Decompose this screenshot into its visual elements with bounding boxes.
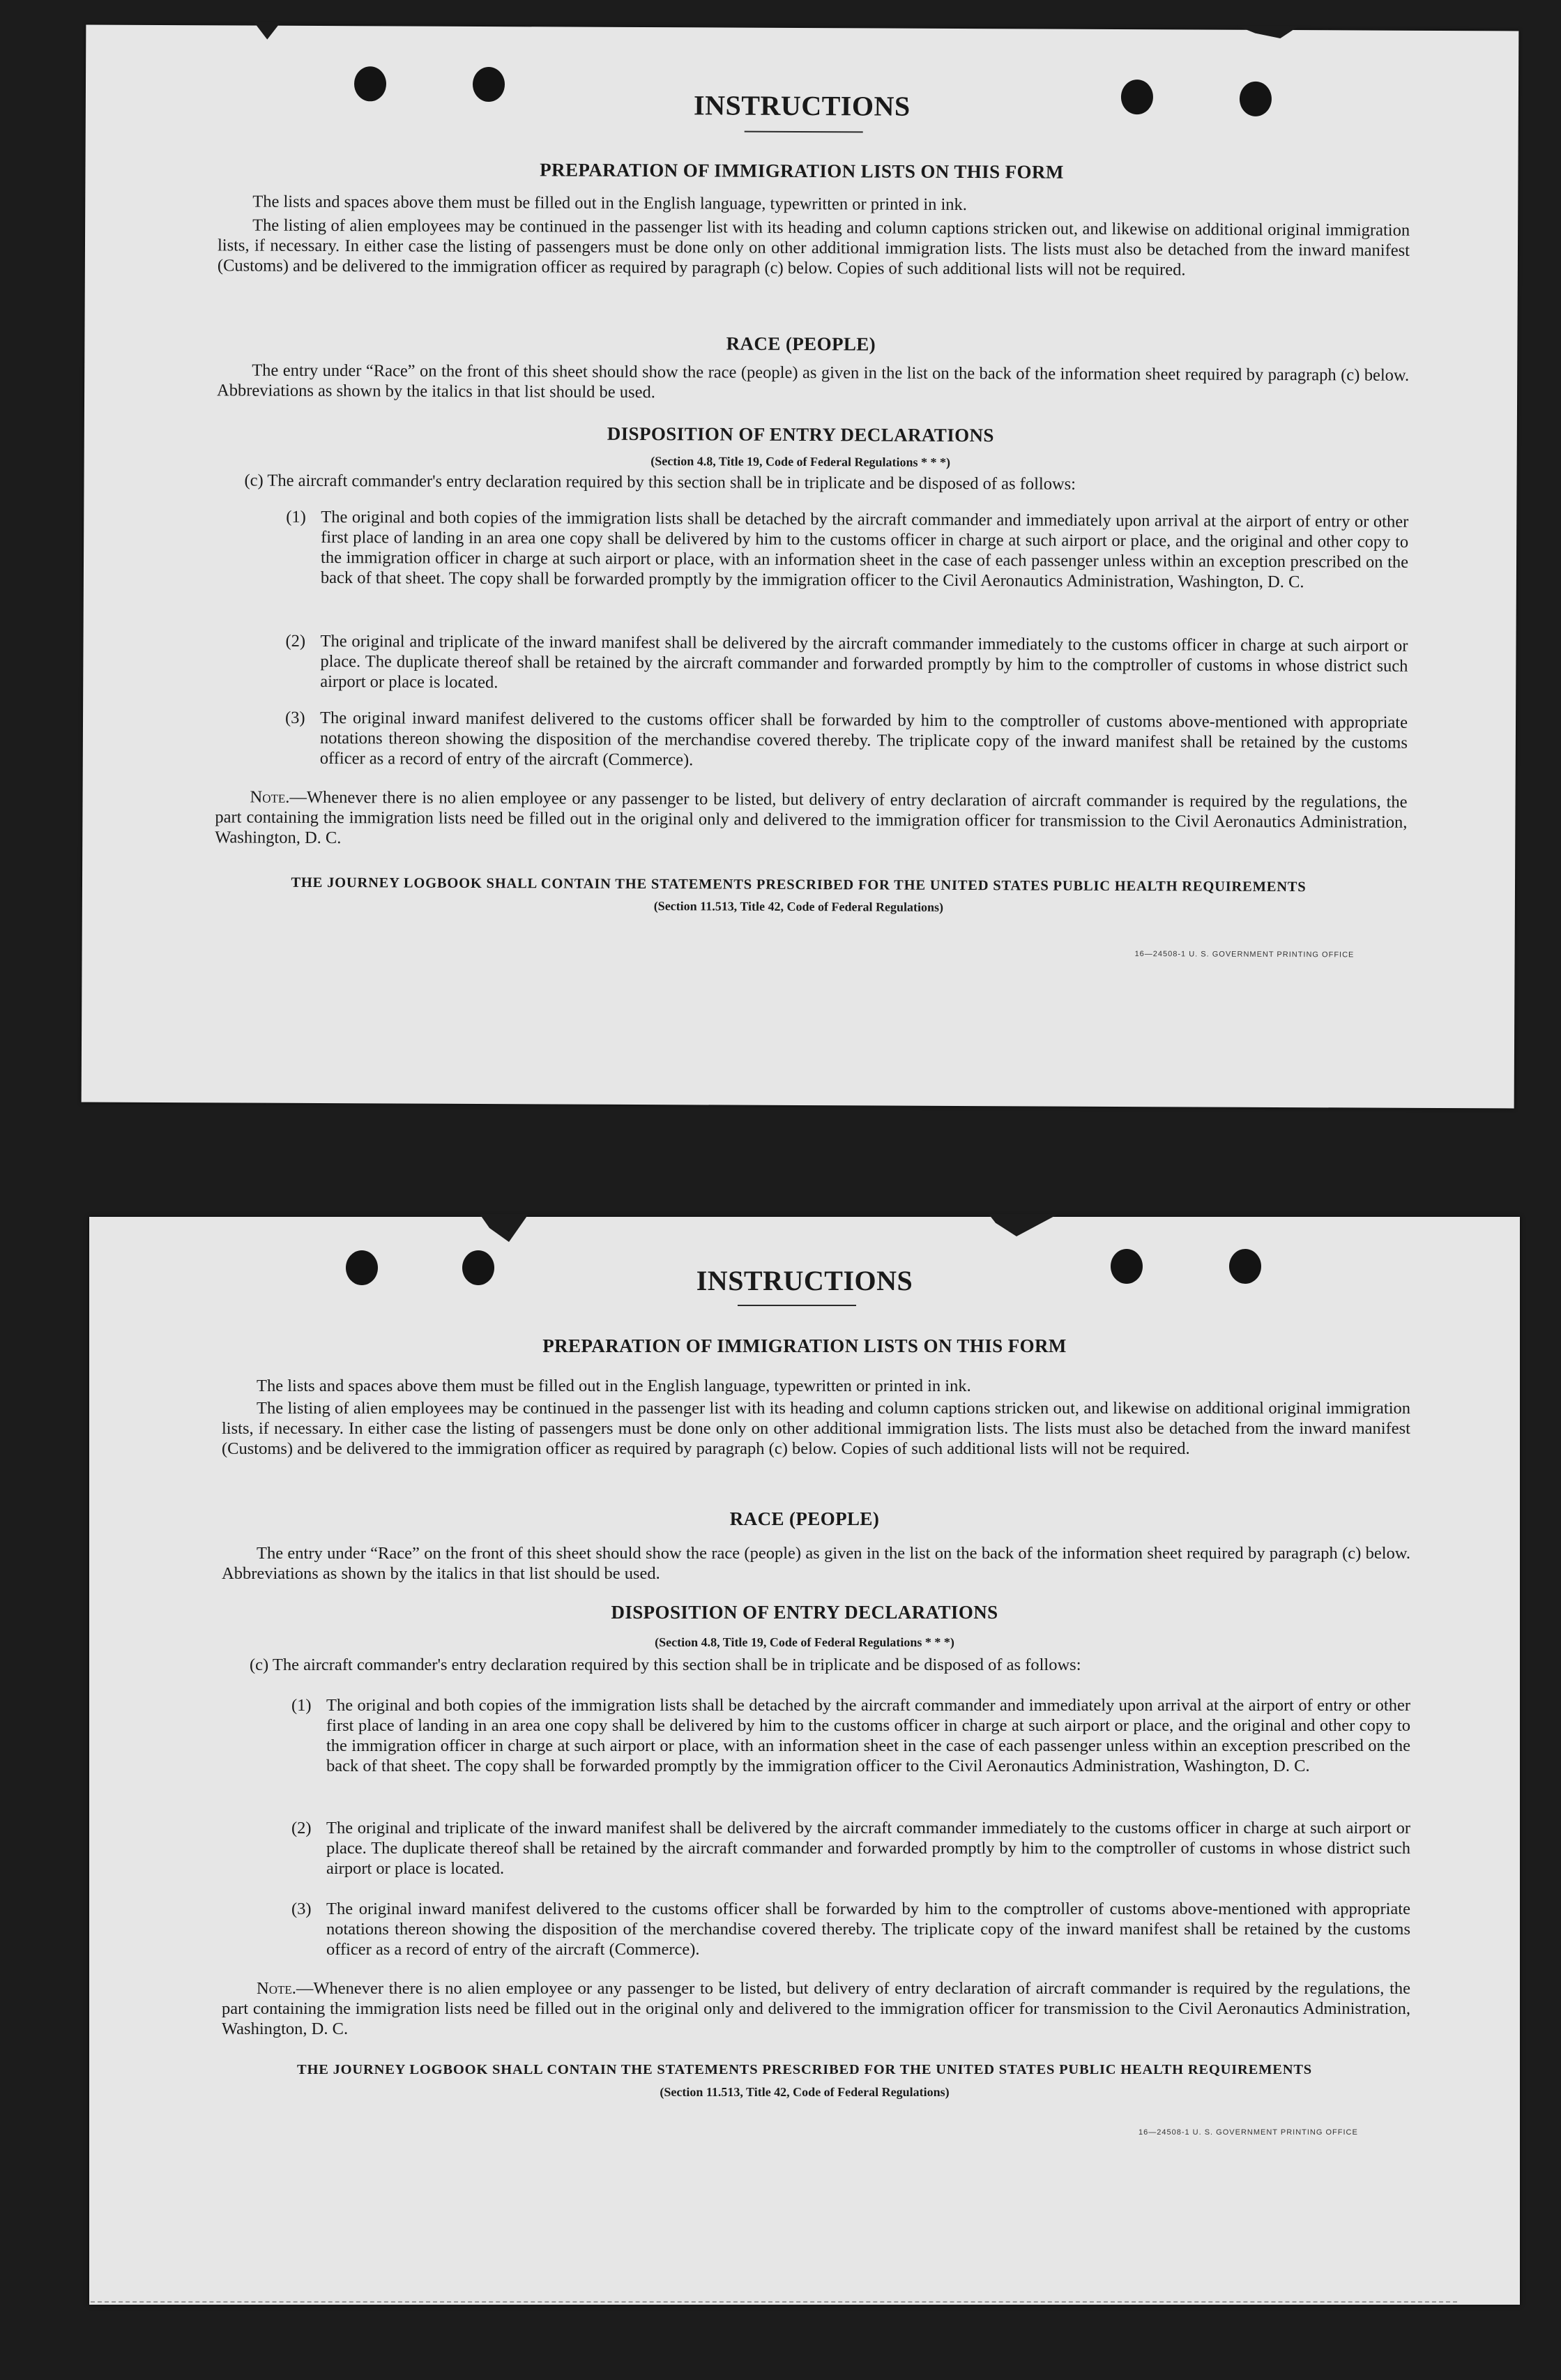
title-rule [745,131,863,133]
item-text: The original and triplicate of the inward manifest shall be delivered by the aircraft commander immediately to the customs officer in charge at such airport or place. The duplicate thereof shall be retained by the aircraft commander and forwarded promptly by him to the comptroller of customs in whose district such airport or place is located. [320,631,1408,692]
torn-edge [480,1214,528,1242]
preparation-paragraph-2: The listing of alien employees may be continued in the passenger list with its heading and column captions stricken out, and likewise on additional original immigration lists, if necessary. In either case the listing of passengers must be done only on other additional immigration lists. The lists must also be detached from the inward manifest (Customs) and be delivered to the immigration officer as required by paragraph (c) below. Copies of such additional lists will not be required. [217,215,1410,280]
disposition-intro: (c) The aircraft commander's entry declaration required by this section shall be in triplicate and be disposed of as follows: [244,471,1076,494]
disposition-item [291,1899,1410,1960]
race-paragraph: The entry under “Race” on the front of this sheet should show the race (people) as given in the list on the back of the information sheet required by paragraph (c) below. Abbreviations as shown by the italics in that list should be used. [217,361,1410,402]
journey-logbook-citation: (Section 11.513, Title 42, Code of Federal Regulations) [660,2085,950,2099]
item-text: The original and triplicate of the inward manifest shall be delivered by the aircraft commander immediately to the customs officer in charge at such airport or place. The duplicate thereof shall be retained by the aircraft commander and forwarded promptly by him to the comptroller of customs in whose district such airport or place is located. [326,1819,1410,1878]
preparation-paragraph-1: The lists and spaces above them must be filled out in the English language, typewritten or printed in ink. [257,1377,971,1395]
race-paragraph: The entry under “Race” on the front of this sheet should show the race (people) as given in the list on the back of the information sheet required by paragraph (c) below. Abbreviations as shown by the italics in that list should be used. [222,1544,1410,1583]
item-text: The original and both copies of the immigration lists shall be detached by the aircraft commander and immediately upon arrival at the airport of entry or other first place of landing in an area one copy shall be delivered by him to the customs officer in charge at such airport or place, and the original and other copy to the immigration officer in charge at such airport or place, with an information sheet in the case of each passenger unless within an exception prescribed on the back of that sheet. The copy shall be forwarded promptly by the immigration officer to the Civil Aeronautics Administration, Washington, D. C. [326,1696,1410,1775]
disposition-item [291,1695,1410,1776]
torn-edge [989,1214,1058,1236]
item-number: (3) [291,1900,312,1918]
torn-edge [1236,26,1299,38]
page-title: INSTRUCTIONS [696,1265,913,1296]
item-number: (2) [285,631,306,651]
item-text: The original inward manifest delivered to the customs officer shall be forwarded by him to the comptroller of customs above-mentioned with appropriate notations thereon showing the disposition of the merchandise covered thereby. The triplicate copy of the inward manifest shall be retained by the customs officer as a record of entry of the aircraft (Commerce). [326,1900,1410,1959]
disposition-citation: (Section 4.8, Title 19, Code of Federal Regulations * * *) [655,1635,954,1649]
preparation-paragraph-1: The lists and spaces above them must be filled out in the English language, typewritten or printed in ink. [252,192,968,215]
section-heading-disposition: DISPOSITION OF ENTRY DECLARATIONS [607,423,994,446]
disposition-item [285,631,1408,697]
item-number: (3) [284,708,305,727]
journey-logbook-citation: (Section 11.513, Title 42, Code of Federal Regulations) [653,899,944,914]
printing-office-code: 16—24508-1 U. S. GOVERNMENT PRINTING OFFICE [1134,950,1355,960]
disposition-item [284,708,1408,773]
section-heading-race: RACE (PEOPLE) [726,333,876,355]
section-heading-preparation: PREPARATION OF IMMIGRATION LISTS ON THIS FORM [540,159,1064,183]
item-text: The original inward manifest delivered to the customs officer shall be forwarded by him to the comptroller of customs above-mentioned with appropriate notations thereon showing the disposition of the merchandise covered thereby. The triplicate copy of the inward manifest shall be retained by the customs officer as a record of entry of the aircraft (Commerce). [319,708,1408,770]
torn-edge [253,22,281,40]
section-heading-disposition: DISPOSITION OF ENTRY DECLARATIONS [611,1602,998,1623]
section-heading-preparation: PREPARATION OF IMMIGRATION LISTS ON THIS FORM [542,1335,1067,1356]
item-number: (2) [291,1819,312,1837]
journey-logbook-statement: THE JOURNEY LOGBOOK SHALL CONTAIN THE STATEMENTS PRESCRIBED FOR THE UNITED STATES PUBLIC HEALTH REQUIREMENTS [296,2062,1313,2077]
item-text: The original and both copies of the immigration lists shall be detached by the aircraft commander and immediately upon arrival at the airport of entry or other first place of landing in an area one copy shall be delivered by him to the customs officer in charge at such airport or place, and the original and other copy to the immigration officer in charge at such airport or place, with an information sheet in the case of each passenger unless within an exception prescribed on the back of that sheet. The copy shall be forwarded promptly by the immigration officer to the Civil Aeronautics Administration, Washington, D. C. [320,508,1409,592]
item-number: (1) [291,1696,312,1715]
page-title: INSTRUCTIONS [694,89,911,122]
disposition-intro: (c) The aircraft commander's entry declaration required by this section shall be in triplicate and be disposed of as follows: [250,1655,1081,1674]
title-rule [738,1305,856,1306]
note-paragraph: Note.—Whenever there is no alien employee or any passenger to be listed, but delivery of entry declaration of aircraft commander is required by the regulations, the part containing the immigration lists need be filled out in the original only and delivered to the immigration officer for transmission to the Civil Aeronautics Administration, Washington, D. C. [222,1979,1410,2038]
printing-office-code: 16—24508-1 U. S. GOVERNMENT PRINTING OFFICE [1139,2128,1358,2137]
disposition-citation: (Section 4.8, Title 19, Code of Federal Regulations * * *) [650,454,951,469]
section-heading-race: RACE (PEOPLE) [729,1508,880,1529]
document-sheet-bottom [89,1217,1520,2305]
bottom-edge-rule [91,2301,1457,2303]
disposition-item [286,507,1409,593]
journey-logbook-statement: THE JOURNEY LOGBOOK SHALL CONTAIN THE STATEMENTS PRESCRIBED FOR THE UNITED STATES PUBLIC HEALTH REQUIREMENTS [291,874,1307,895]
document-sheet-top [82,25,1519,1109]
note-paragraph: Note.—Whenever there is no alien employee or any passenger to be listed, but delivery of entry declaration of aircraft commander is required by the regulations, the part containing the immigration lists need be filled out in the original only and delivered to the immigration officer for transmission to the Civil Aeronautics Administration, Washington, D. C. [215,787,1408,848]
preparation-paragraph-2: The listing of alien employees may be continued in the passenger list with its heading and column captions stricken out, and likewise on additional original immigration lists, if necessary. In either case the listing of passengers must be done only on other additional immigration lists. The lists must also be detached from the inward manifest (Customs) and be delivered to the immigration officer as required by paragraph (c) below. Copies of such additional lists will not be required. [222,1399,1410,1458]
item-number: (1) [286,507,306,526]
disposition-item [291,1818,1410,1879]
